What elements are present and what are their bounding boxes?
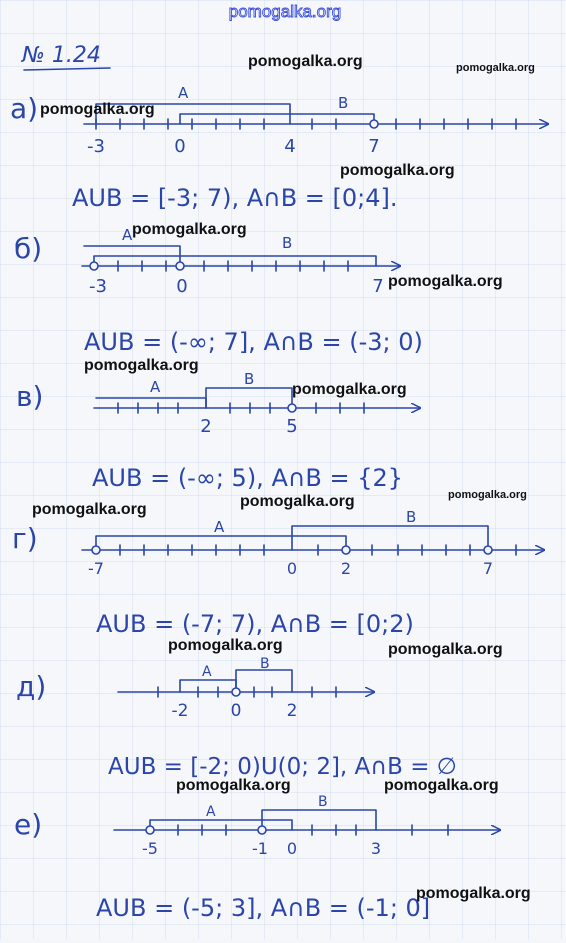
- site-header: pomogalka.org: [228, 2, 342, 21]
- part-label: в): [16, 380, 44, 413]
- tick-label: -2: [171, 701, 189, 721]
- open-point: [288, 404, 296, 412]
- watermark: pomogalka.org: [132, 221, 247, 238]
- part-b: [14, 226, 423, 356]
- answer: AUB = (-∞; 7], A∩B = (-3; 0): [84, 328, 423, 356]
- open-point: [370, 120, 378, 128]
- tick-label: 0: [286, 559, 298, 578]
- watermark: pomogalka.org: [340, 162, 455, 179]
- part-label: а): [10, 92, 39, 125]
- tick-label: -3: [87, 136, 105, 157]
- tick-label: 5: [286, 416, 298, 437]
- open-point: [484, 546, 492, 554]
- segment-a: [150, 820, 292, 830]
- watermark: pomogalka.org: [168, 637, 283, 654]
- tick-label: -3: [89, 276, 107, 297]
- problem-underline: [24, 68, 110, 70]
- answer: AUB = (-7; 7), A∩B = [0;2): [96, 610, 414, 638]
- segment-b: [94, 256, 376, 266]
- segment-b: [180, 114, 374, 124]
- open-point: [342, 546, 350, 554]
- problem-number: № 1.24: [22, 43, 101, 68]
- tick-label: 2: [200, 416, 212, 437]
- segment-b: [206, 388, 292, 408]
- answer: AUB = [-2; 0)U(0; 2], A∩B = ∅: [108, 754, 457, 780]
- tick-label: 2: [340, 559, 352, 578]
- segment-a: [180, 680, 236, 692]
- segment-b-label: B: [244, 370, 255, 388]
- open-point: [232, 688, 240, 696]
- watermark: pomogalka.org: [388, 641, 503, 658]
- open-point: [92, 546, 100, 554]
- part-label: д): [16, 670, 47, 703]
- tick-label: -5: [142, 839, 158, 858]
- segment-a: [96, 398, 206, 408]
- open-point: [146, 826, 154, 834]
- tick-label: 7: [372, 276, 384, 297]
- watermark: pomogalka.org: [84, 357, 199, 374]
- open-point: [176, 262, 184, 270]
- segment-b-label: B: [260, 656, 270, 672]
- tick-label: 0: [176, 276, 188, 297]
- segment-a-label: A: [122, 226, 133, 244]
- part-label: е): [14, 808, 43, 841]
- tick-label: 0: [174, 136, 186, 157]
- segment-a-label: A: [202, 664, 212, 680]
- answer: AUB = [-3; 7), A∩B = [0;4].: [72, 184, 398, 212]
- watermark: pomogalka.org: [388, 273, 503, 290]
- open-point: [90, 262, 98, 270]
- tick-label: 7: [482, 559, 494, 578]
- watermark: pomogalka.org: [40, 101, 155, 118]
- watermark: pomogalka.org: [248, 53, 363, 70]
- segment-a: [96, 536, 346, 550]
- tick-label: 0: [286, 839, 298, 858]
- watermark: pomogalka.org: [384, 777, 499, 794]
- watermark: pomogalka.org: [448, 489, 527, 501]
- part-label: б): [14, 232, 43, 265]
- part-f: [14, 794, 500, 922]
- segment-b-label: B: [318, 794, 328, 810]
- open-point: [258, 826, 266, 834]
- watermark: pomogalka.org: [456, 62, 535, 74]
- segment-a-label: A: [206, 804, 216, 820]
- watermark: pomogalka.org: [416, 885, 531, 902]
- tick-label: 3: [370, 839, 382, 858]
- segment-b: [236, 670, 292, 692]
- tick-label: 0: [230, 701, 242, 721]
- watermark: pomogalka.org: [176, 777, 291, 794]
- watermark: pomogalka.org: [240, 493, 355, 510]
- tick-label: 7: [368, 136, 380, 157]
- segment-a-label: A: [150, 378, 161, 396]
- answer: AUB = (-5; 3], A∩B = (-1; 0]: [96, 894, 431, 922]
- part-label: г): [12, 522, 38, 555]
- part-e: [16, 656, 457, 780]
- segment-b: [292, 526, 488, 550]
- segment-b-label: B: [338, 94, 349, 112]
- segment-a-label: A: [178, 84, 189, 102]
- tick-label: -7: [88, 559, 104, 578]
- segment-b-label: B: [282, 234, 293, 252]
- segment-a-label: A: [214, 518, 225, 536]
- watermark: pomogalka.org: [32, 501, 147, 518]
- tick-label: 2: [286, 701, 298, 721]
- segment-b-label: B: [406, 508, 417, 526]
- tick-label: 4: [284, 136, 296, 157]
- part-d: [12, 508, 544, 638]
- answer: AUB = (-∞; 5), A∩B = {2}: [92, 464, 404, 492]
- watermark: pomogalka.org: [292, 381, 407, 398]
- tick-label: -1: [252, 839, 268, 858]
